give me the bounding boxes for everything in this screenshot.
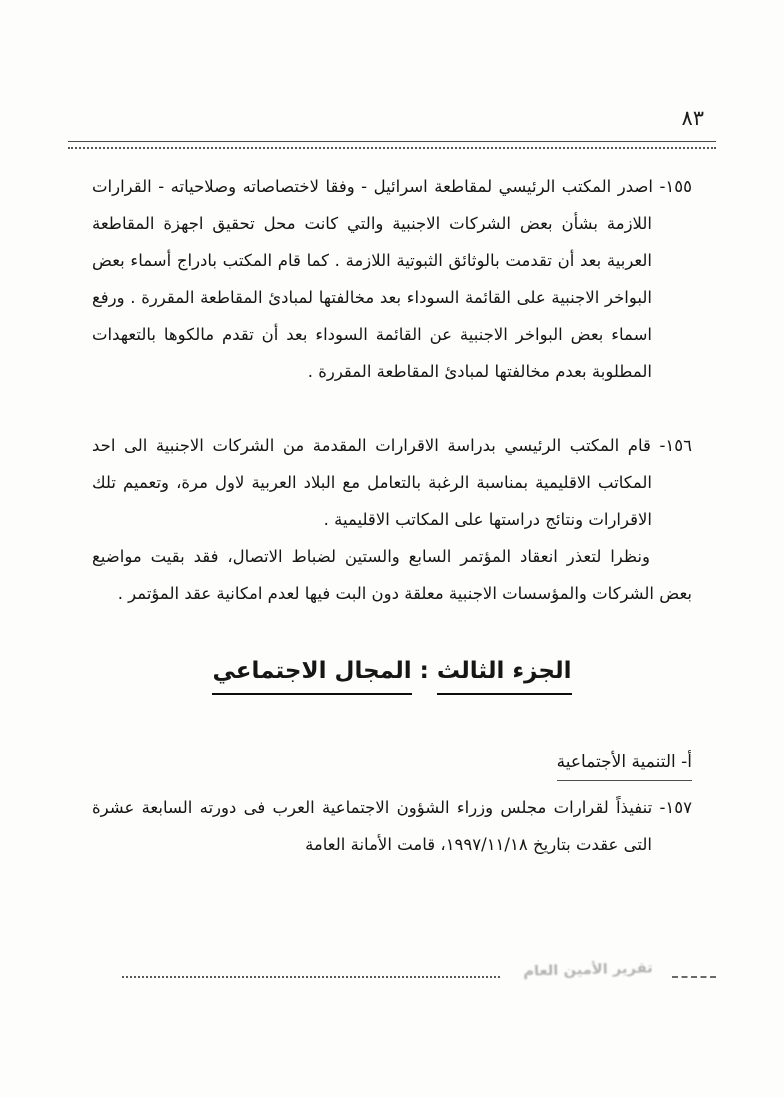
page-number: ٨٣ (681, 106, 704, 130)
subsection-title: التنمية الأجتماعية (556, 752, 676, 772)
paragraph-number: ١٥٧- (659, 798, 692, 817)
paragraph-156 (92, 427, 692, 538)
footer-stamp-text: تقرير الأمين العام (523, 960, 653, 980)
paragraph-continuation: ونظرا لتعذر انعقاد المؤتمر السابع والستين لضباط الاتصال، فقد بقيت مواضيع بعض الشركات والمؤسسات الاجنبية معلقة دون البت فيها لعدم امكانية عقد المؤتمر . (92, 547, 692, 603)
paragraph-157 (92, 789, 692, 863)
section-heading-separator: : (419, 658, 429, 684)
subsection-title-underlined (557, 747, 692, 781)
header-divider-rule (68, 141, 716, 149)
page-body (92, 168, 692, 863)
footer-dash-rule (672, 976, 716, 978)
footer-dotted-rule (122, 976, 500, 978)
section-title: المجال الاجتماعي (212, 654, 411, 695)
section-part-label: الجزء الثالث (437, 654, 572, 695)
paragraph-155 (92, 168, 692, 390)
subsection-heading (92, 747, 692, 781)
paragraph-text: تنفيذاً لقرارات مجلس وزراء الشؤون الاجتماعية العرب فى دورته السابعة عشرة التى عقدت بتاريخ ١٩٩٧/١١/١٨، قامت الأمانة العامة (92, 798, 653, 854)
paragraph-number: ١٥٥- (659, 177, 692, 196)
section-heading (92, 654, 692, 695)
paragraph-text: قام المكتب الرئيسي بدراسة الاقرارات المقدمة من الشركات الاجنبية الى احد المكاتب الاقليمية بمناسبة الرغبة بالتعامل مع البلاد العربية لاول مرة، وتعميم تلك الاقرارات ونتائج دراستها على المكاتب الاقليمية . (92, 436, 652, 529)
paragraph-number: ١٥٦- (659, 436, 692, 455)
subsection-marker: أ- (681, 752, 692, 772)
paragraph-text: اصدر المكتب الرئيسي لمقاطعة اسرائيل - وفقا لاختصاصاته وصلاحياته - القرارات اللازمة بشأن بعض الشركات الاجنبية والتي كانت محل تحقيق اجهزة المقاطعة العربية بعد أن تقدمت بالوثائق الثبوتية اللازمة . كما قام المكتب بادراج أسماء بعض البواخر الاجنبية على القائمة السوداء بعد مخالفتها لمبادئ المقاطعة المقررة . ورفع اسماء بعض البواخر الاجنبية عن القائمة السوداء بعد أن تقدم مالكوها بالتعهدات المطلوبة بعدم مخالفتها لمبادئ المقاطعة المقررة . (92, 177, 653, 381)
